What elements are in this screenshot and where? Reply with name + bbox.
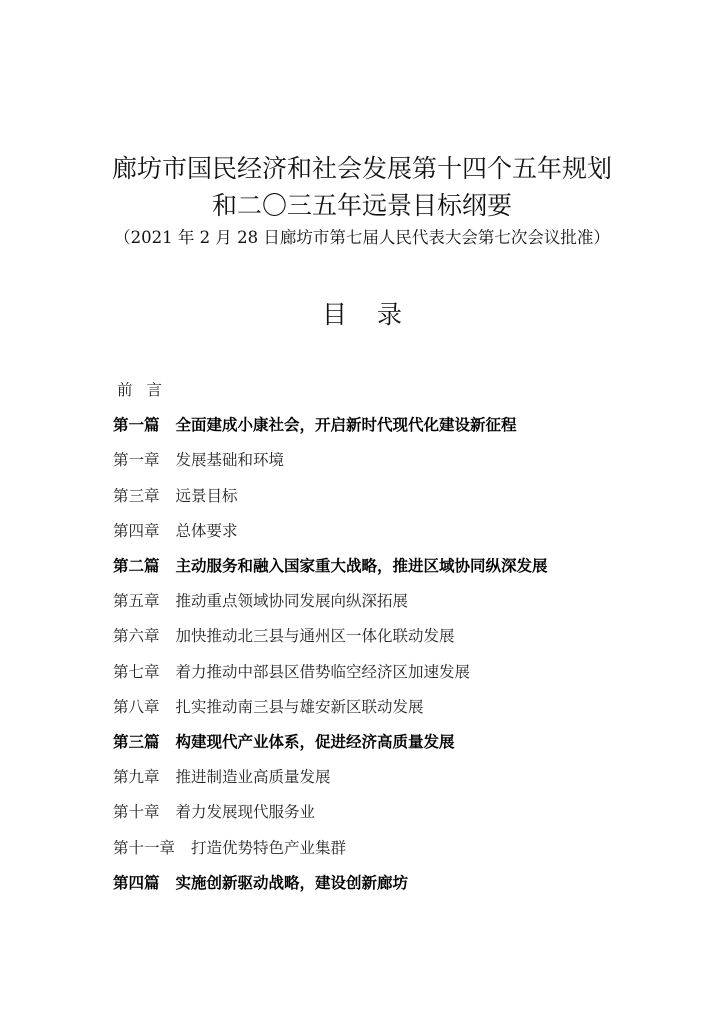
toc-entry-title: 构建现代产业体系，促进经济高质量发展	[175, 733, 455, 751]
toc-entry-title: 推进制造业高质量发展	[175, 768, 331, 787]
toc-entry-title: 远景目标	[175, 486, 238, 505]
toc-part-row[interactable]	[113, 730, 455, 754]
toc-chapter-row[interactable]	[113, 660, 470, 684]
toc-part-row[interactable]	[113, 871, 408, 895]
toc-entry-number: 第七章	[113, 662, 160, 681]
toc-entry-number: 第一篇	[113, 416, 160, 435]
toc-heading: 目录	[321, 300, 432, 329]
toc-part-row[interactable]	[113, 413, 517, 437]
toc-entry-title: 着力发展现代服务业	[175, 803, 316, 822]
toc-entry-number: 第八章	[113, 697, 160, 716]
toc-chapter-row[interactable]	[113, 448, 284, 472]
toc-chapter-row[interactable]	[113, 624, 455, 648]
toc-entry-number: 第十一章	[113, 838, 176, 857]
toc-entry-title: 加快推动北三县与通州区一体化联动发展	[175, 627, 455, 646]
document-title-line-1: 廊坊市国民经济和社会发展第十四个五年规划	[111, 154, 612, 183]
toc-part-row[interactable]	[113, 554, 548, 578]
toc-entry-number: 第三章	[113, 486, 160, 505]
toc-chapter-row[interactable]	[113, 765, 331, 789]
toc-entry-number: 第二篇	[113, 557, 160, 575]
toc-chapter-row[interactable]	[113, 589, 408, 613]
toc-chapter-row[interactable]	[113, 695, 424, 719]
toc-entry-title: 打造优势特色产业集群	[191, 838, 347, 857]
toc-chapter-row[interactable]	[113, 800, 315, 824]
toc-chapter-row[interactable]	[113, 519, 238, 543]
toc-entry-number: 第九章	[113, 768, 160, 787]
toc-entry-title: 全面建成小康社会，开启新时代现代化建设新征程	[175, 416, 517, 435]
document-title-line-2: 和二〇三五年远景目标纲要	[211, 191, 512, 220]
toc-entry-title: 着力推动中部县区借势临空经济区加速发展	[175, 662, 471, 681]
toc-preface-row[interactable]	[113, 378, 192, 402]
toc-entry-number: 第四章	[113, 521, 160, 540]
document-subtitle: （2021 年 2 月 28 日廊坊市第七届人民代表大会第七次会议批准）	[114, 228, 610, 247]
toc-entry-number: 第六章	[113, 627, 160, 646]
toc-entry-title: 主动服务和融入国家重大战略，推进区域协同纵深发展	[175, 557, 548, 575]
toc-entry-title: 实施创新驱动战略，建设创新廊坊	[175, 873, 409, 892]
toc-chapter-row[interactable]	[113, 836, 346, 860]
toc-entry-title: 扎实推动南三县与雄安新区联动发展	[175, 697, 424, 716]
toc-entry-number: 第十章	[113, 803, 160, 822]
toc-entry-number: 第四篇	[113, 873, 160, 892]
toc-entry-number: 第三篇	[113, 733, 160, 751]
toc-entry-number: 第一章	[113, 451, 160, 470]
toc-entry-number: 前言	[117, 381, 177, 399]
toc-entry-number: 第五章	[113, 592, 160, 611]
toc-entry-title: 总体要求	[175, 521, 238, 540]
toc-chapter-row[interactable]	[113, 484, 238, 508]
toc-entry-title: 推动重点领域协同发展向纵深拓展	[175, 592, 409, 611]
toc-entry-title: 发展基础和环境	[175, 451, 285, 470]
